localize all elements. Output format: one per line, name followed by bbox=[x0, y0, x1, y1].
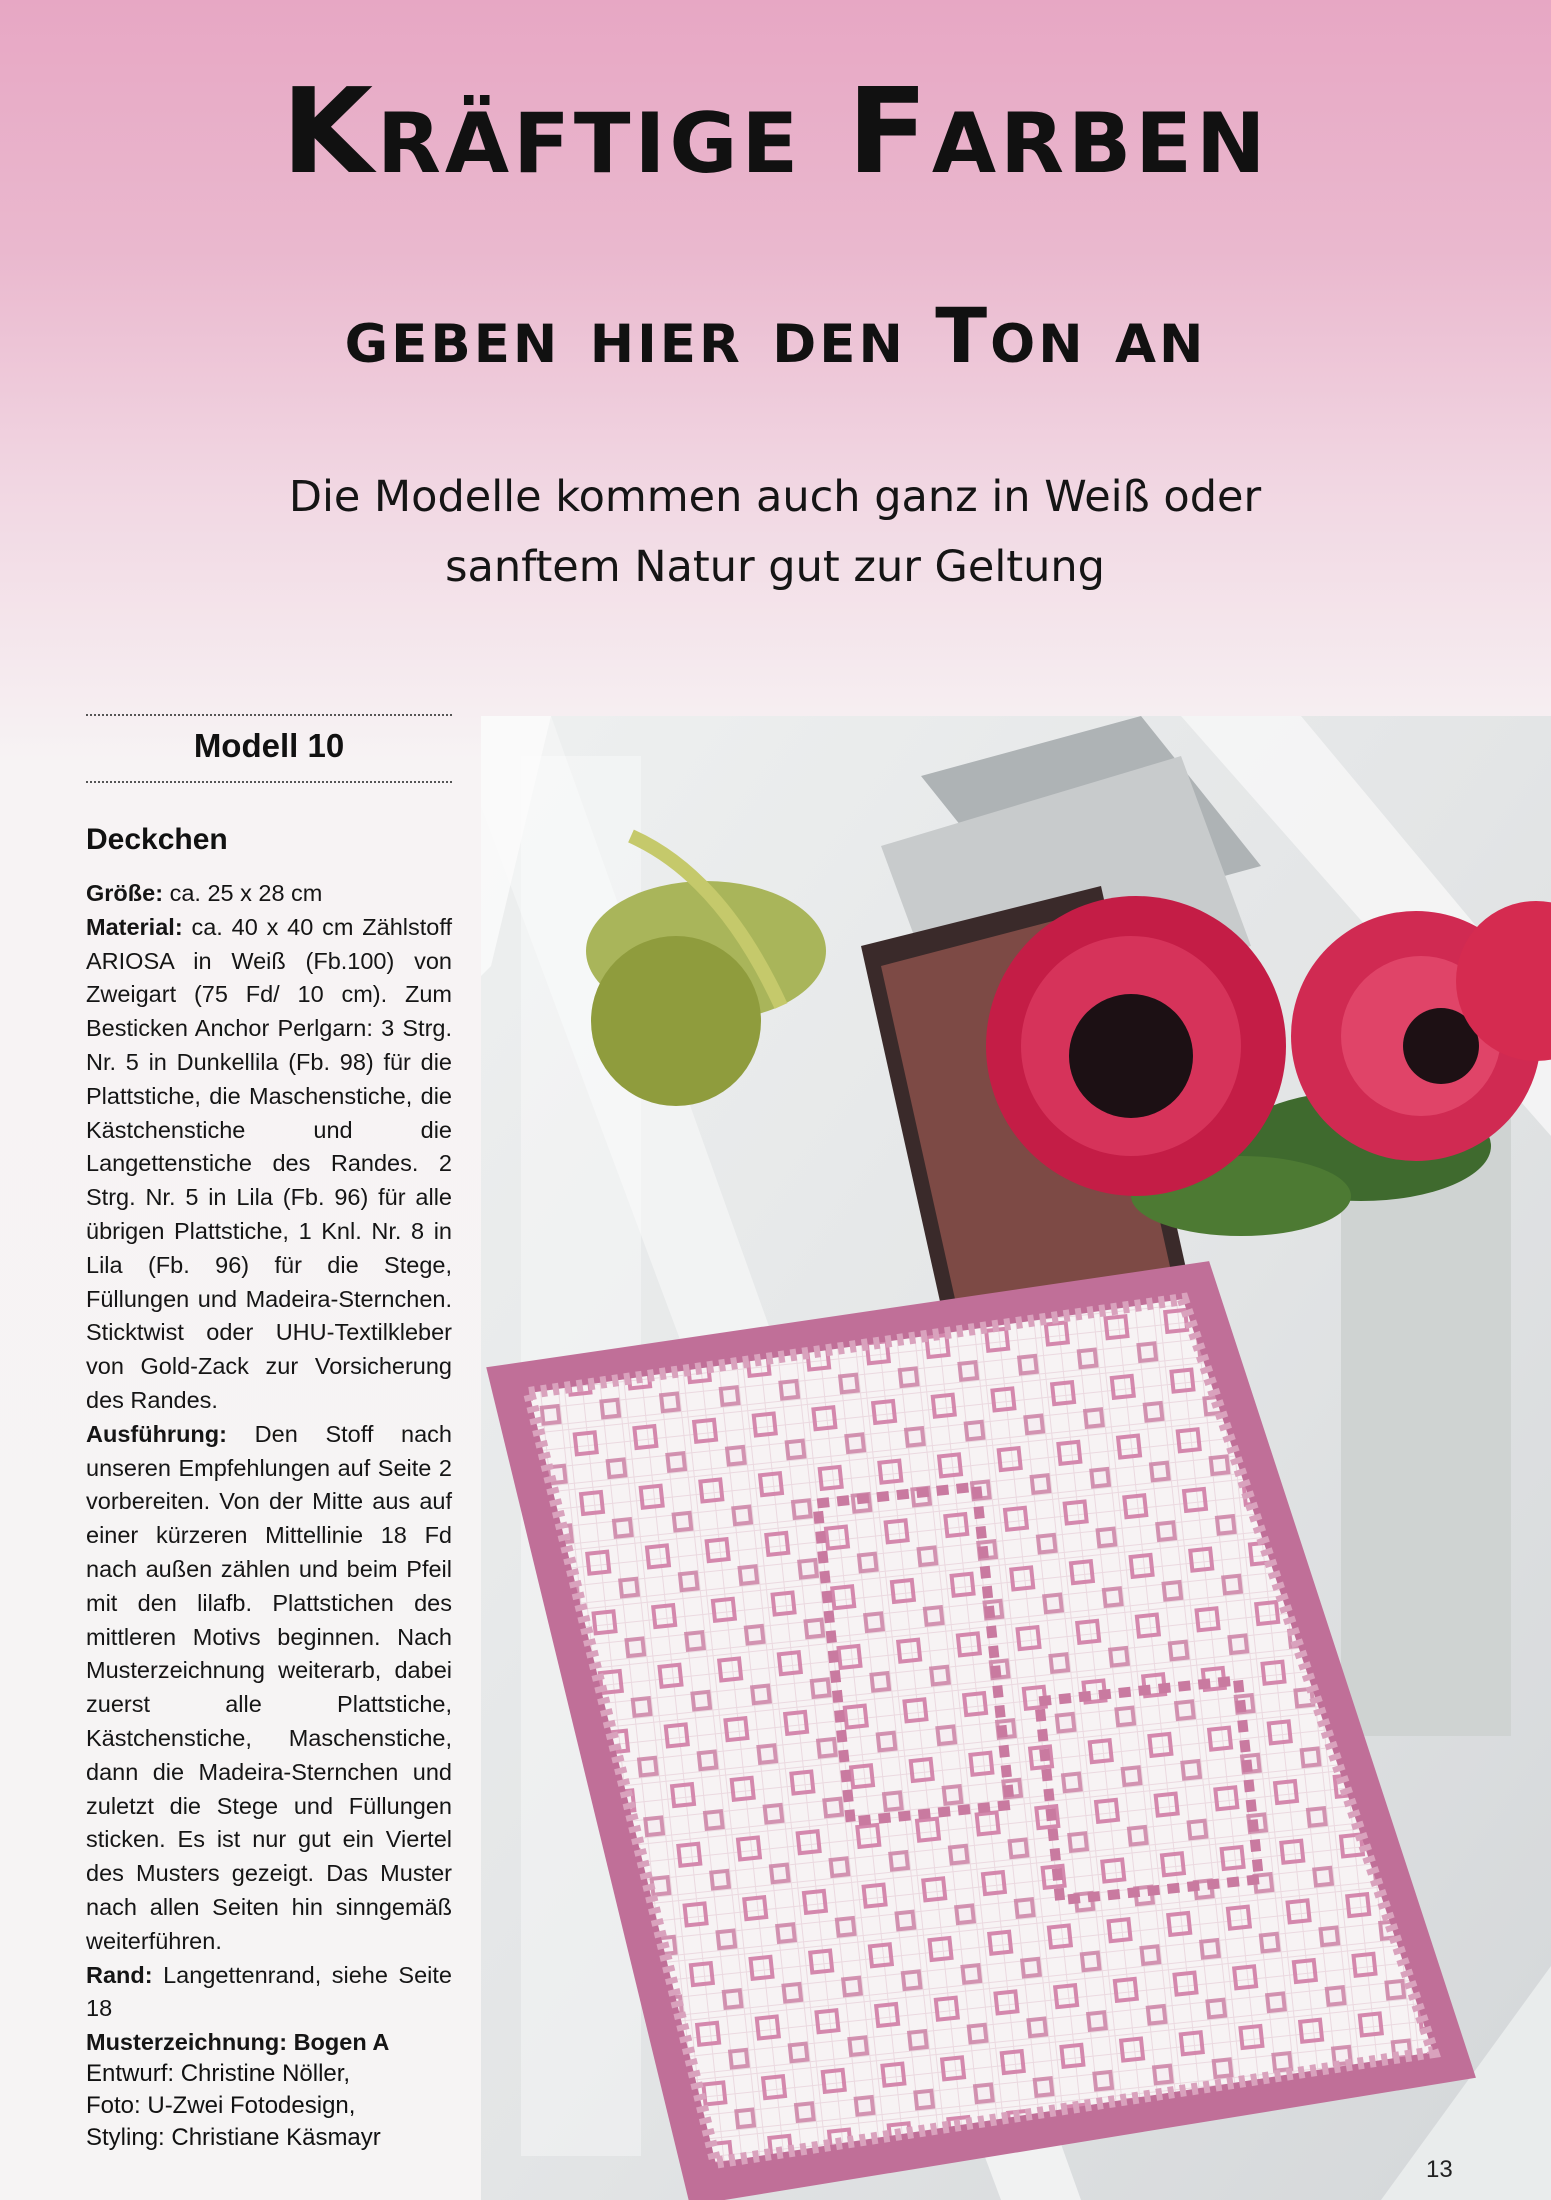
subtitle bbox=[130, 462, 1420, 602]
execution-label: Ausführung: bbox=[86, 1420, 227, 1447]
page-number: 13 bbox=[1426, 2156, 1453, 2183]
credit-photo: Foto: U-Zwei Fotodesign, bbox=[86, 2092, 356, 2119]
material-paragraph bbox=[86, 911, 452, 1418]
page-title: Kräftige Farben bbox=[281, 62, 1270, 200]
pattern-paragraph bbox=[86, 2026, 452, 2060]
size-label: Größe: bbox=[86, 880, 164, 906]
model-label: Modell 10 bbox=[193, 727, 345, 764]
credits bbox=[86, 2058, 381, 2154]
page-title-line2: geben hier den Ton an bbox=[344, 291, 1207, 380]
credit-design: Entwurf: Christine Nöller, bbox=[86, 2060, 351, 2087]
material-label: Material: bbox=[86, 913, 183, 940]
divider-bottom bbox=[86, 781, 452, 783]
size-paragraph bbox=[86, 877, 452, 911]
border-label: Rand: bbox=[86, 1961, 153, 1988]
section-heading: Deckchen bbox=[86, 823, 228, 856]
product-photo bbox=[481, 716, 1551, 2200]
material-text: ca. 40 x 40 cm Zählstoff ARIOSA in Weiß (Fb.100) von Zweigart (75 Fd/ 10 cm). Zum Besticken Anchor Perlgarn: 3 Strg. Nr. 5 in Dunkellila (Fb. 98) für die Plattstiche, die Maschenstiche, die Kästchenstiche und die Langettenstiche des Randes. 2 Strg. Nr. 5 in Lila (Fb. 96) für alle übrigen Plattstiche, 1 Knl. Nr. 8 in Lila (Fb. 96) für die Stege, Füllungen und Madeira-Sternchen. Sticktwist oder UHU-Textilkleber von Gold-Zack zur Vorsicherung des Randes. bbox=[86, 913, 452, 1413]
subtitle-line2: sanftem Natur gut zur Geltung bbox=[445, 542, 1105, 592]
border-paragraph bbox=[86, 1959, 452, 2027]
size-text: ca. 25 x 28 cm bbox=[169, 880, 323, 906]
pattern-label: Musterzeichnung: Bogen A bbox=[86, 2029, 390, 2056]
execution-text: Den Stoff nach unseren Empfehlungen auf Seite 2 vorbereiten. Von der Mitte aus auf einer kürzeren Mittellinie 18 Fd nach außen zählen und beim Pfeil mit den lilafb. Plattstichen des mittleren Motivs beginnen. Nach Musterzeichnung weiterarb, dabei zuerst alle Plattstiche, Kästchenstiche, Maschenstiche, dann die Madeira-Sternchen und zuletzt die Stege und Füllungen sticken. Es ist nur gut ein Viertel des Musters gezeigt. Das Muster nach allen Seiten hin sinngemäß weiterführen. bbox=[86, 1420, 452, 1954]
divider-top bbox=[86, 714, 452, 716]
border-text: Langettenrand, siehe Seite 18 bbox=[86, 1961, 452, 2022]
credit-styling: Styling: Christiane Käsmayr bbox=[86, 2124, 381, 2151]
execution-paragraph bbox=[86, 1418, 452, 1959]
subtitle-line1: Die Modelle kommen auch ganz in Weiß oder bbox=[288, 472, 1262, 522]
instructions-text bbox=[86, 877, 452, 2060]
